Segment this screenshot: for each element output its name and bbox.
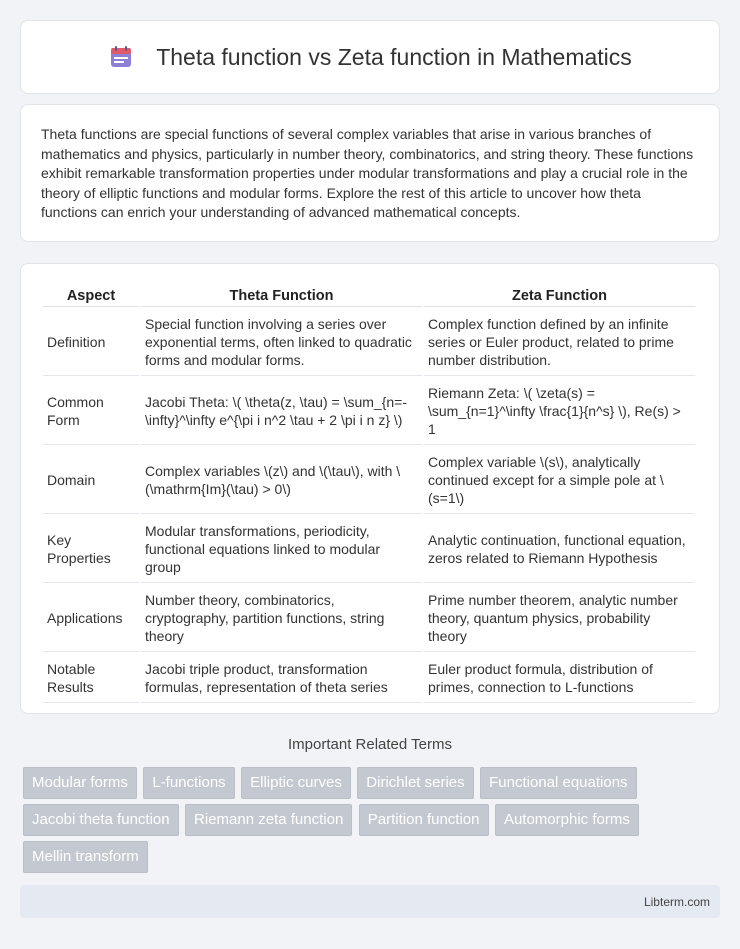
tag-partition-function[interactable]: Partition function — [359, 804, 489, 836]
footer-link[interactable]: Libterm.com — [643, 894, 710, 909]
cell-aspect: Applications — [43, 585, 139, 652]
cell-zeta: Analytic continuation, functional equation, zeros related to Riemann Hypothesis — [424, 516, 695, 583]
tag-modular-forms[interactable]: Modular forms — [23, 767, 137, 799]
cell-aspect: Common Form — [43, 378, 139, 445]
header-card — [20, 20, 720, 94]
header-theta: Theta Function — [141, 286, 422, 307]
calendar-book-icon — [108, 44, 134, 70]
cell-zeta: Euler product formula, distribution of primes, connection to L-functions — [424, 654, 695, 703]
tag-dirichlet-series[interactable]: Dirichlet series — [357, 767, 473, 799]
tag-automorphic-forms[interactable]: Automorphic forms — [495, 804, 639, 836]
tag-elliptic-curves[interactable]: Elliptic curves — [241, 767, 351, 799]
cell-aspect: Domain — [43, 447, 139, 514]
table-row — [43, 516, 695, 583]
related-terms-list — [23, 767, 723, 878]
cell-theta: Number theory, combinatorics, cryptography, partition functions, string theory — [141, 585, 422, 652]
tag-riemann-zeta-function[interactable]: Riemann zeta function — [185, 804, 352, 836]
cell-zeta: Riemann Zeta: \( \zeta(s) = \sum_{n=1}^\infty \frac{1}{n^s} \), Re(s) > 1 — [424, 378, 695, 445]
tag-mellin-transform[interactable]: Mellin transform — [23, 841, 148, 873]
comparison-table — [41, 284, 697, 705]
intro-text: Theta functions are special functions of several complex variables that arise in various branches of mathematics and physics, particularly in number theory, combinatorics, and string theory. These functions exhibit remarkable transformation properties under modular transformations and play a crucial role in the theory of elliptic functions and modular forms. Explore the rest of this article to uncover how theta functions can enrich your understanding of advanced mathematical concepts. — [41, 126, 694, 221]
cell-aspect: Key Properties — [43, 516, 139, 583]
cell-theta: Jacobi Theta: \( \theta(z, \tau) = \sum_{n=-\infty}^\infty e^{\pi i n^2 \tau + 2 \pi i n z} \) — [141, 378, 422, 445]
cell-aspect: Notable Results — [43, 654, 139, 703]
cell-zeta: Prime number theorem, analytic number theory, quantum physics, probability theory — [424, 585, 695, 652]
table-row — [43, 447, 695, 514]
header-aspect: Aspect — [43, 286, 139, 307]
table-header-row — [43, 286, 695, 307]
cell-theta: Modular transformations, periodicity, functional equations linked to modular group — [141, 516, 422, 583]
footer — [20, 885, 720, 918]
tag-jacobi-theta-function[interactable]: Jacobi theta function — [23, 804, 179, 836]
cell-zeta: Complex function defined by an infinite series or Euler product, related to prime number distribution. — [424, 309, 695, 376]
page-title: Theta function vs Zeta function in Mathematics — [156, 43, 632, 70]
cell-theta: Complex variables \(z\) and \(\tau\), with \(\mathrm{Im}(\tau) > 0\) — [141, 447, 422, 514]
cell-zeta: Complex variable \(s\), analytically continued except for a simple pole at \(s=1\) — [424, 447, 695, 514]
header-zeta: Zeta Function — [424, 286, 695, 307]
intro-card — [20, 104, 720, 242]
table-row — [43, 585, 695, 652]
table-row — [43, 378, 695, 445]
cell-aspect: Definition — [43, 309, 139, 376]
table-row — [43, 309, 695, 376]
tag-l-functions[interactable]: L-functions — [143, 767, 234, 799]
comparison-card — [20, 263, 720, 714]
related-terms-title: Important Related Terms — [288, 736, 452, 753]
cell-theta: Jacobi triple product, transformation formulas, representation of theta series — [141, 654, 422, 703]
tag-functional-equations[interactable]: Functional equations — [480, 767, 636, 799]
table-row — [43, 654, 695, 703]
cell-theta: Special function involving a series over exponential terms, often linked to quadratic forms and modular forms. — [141, 309, 422, 376]
